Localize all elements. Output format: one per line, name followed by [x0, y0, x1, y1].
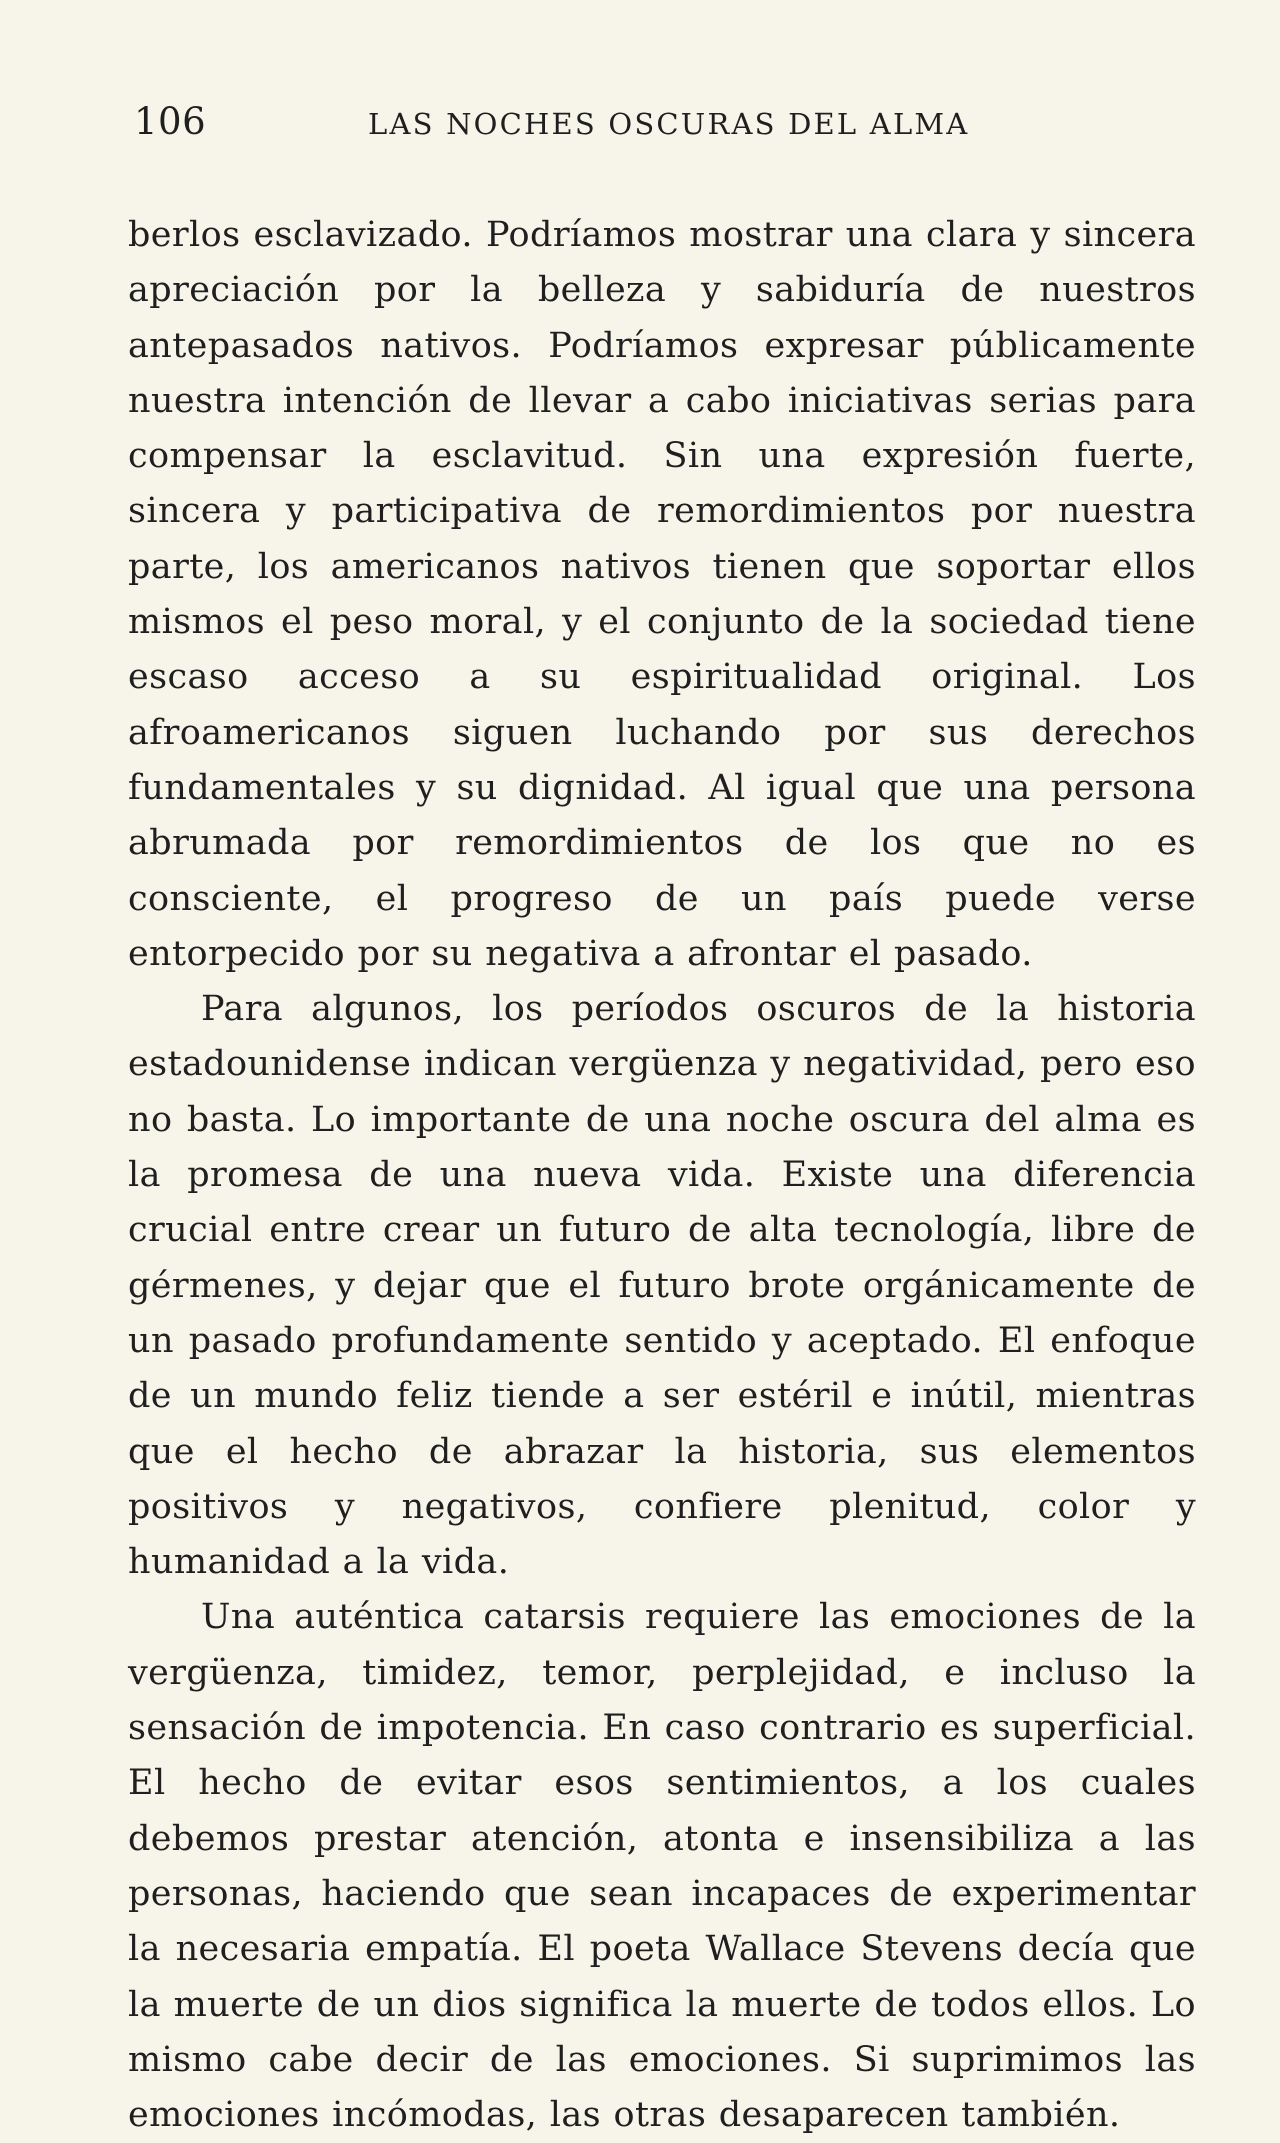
running-head [134, 100, 1134, 150]
paragraph-3: Una auténtica catarsis requiere las emociones de la vergüenza, timidez, temor, perplejidad, e incluso la sensación de impotencia. En caso contrario es superficial. El hecho de evitar esos sentimientos, a los cuales debemos prestar atención, atonta e insensibiliza a las personas, haciendo que sean incapaces de experimentar la necesaria empatía. El poeta Wallace Stevens decía que la muerte de un dios significa la muerte de todos ellos. Lo mismo cabe decir de las emociones. Si suprimimos las emociones incómodas, las otras desaparecen también. [128, 1597, 1196, 2136]
running-title: LAS NOCHES OSCURAS DEL ALMA [368, 107, 970, 141]
paragraph-2: Para algunos, los períodos oscuros de la historia estadounidense indican vergüenza y negatividad, pero eso no basta. Lo importante de una noche oscura del alma es la promesa de una nueva vida. Existe una diferencia crucial entre crear un futuro de alta tecnología, libre de gérmenes, y dejar que el futuro brote orgánicamente de un pasado profundamente sentido y aceptado. El enfoque de un mundo feliz tiende a ser estéril e inútil, mientras que el hecho de abrazar la historia, sus elementos positivos y negativos, confiere plenitud, color y humanidad a la vida. [128, 989, 1196, 1583]
page-number: 106 [134, 100, 207, 143]
paragraph-1: berlos esclavizado. Podríamos mostrar una clara y sincera apreciación por la belleza y sabiduría de nuestros antepasados nativos. Podríamos expresar públicamente nuestra intención de llevar a cabo iniciativas serias para compensar la esclavitud. Sin una expresión fuerte, sincera y participativa de remordimientos por nuestra parte, los americanos nativos tienen que soportar ellos mismos el peso moral, y el conjunto de la sociedad tiene escaso acceso a su espiritualidad original. Los afroamericanos siguen luchando por sus derechos fundamentales y su dignidad. Al igual que una persona abrumada por remordimientos de los que no es consciente, el progreso de un país puede verse entorpecido por su negativa a afrontar el pasado. [128, 215, 1196, 974]
body-text [128, 208, 1196, 2143]
